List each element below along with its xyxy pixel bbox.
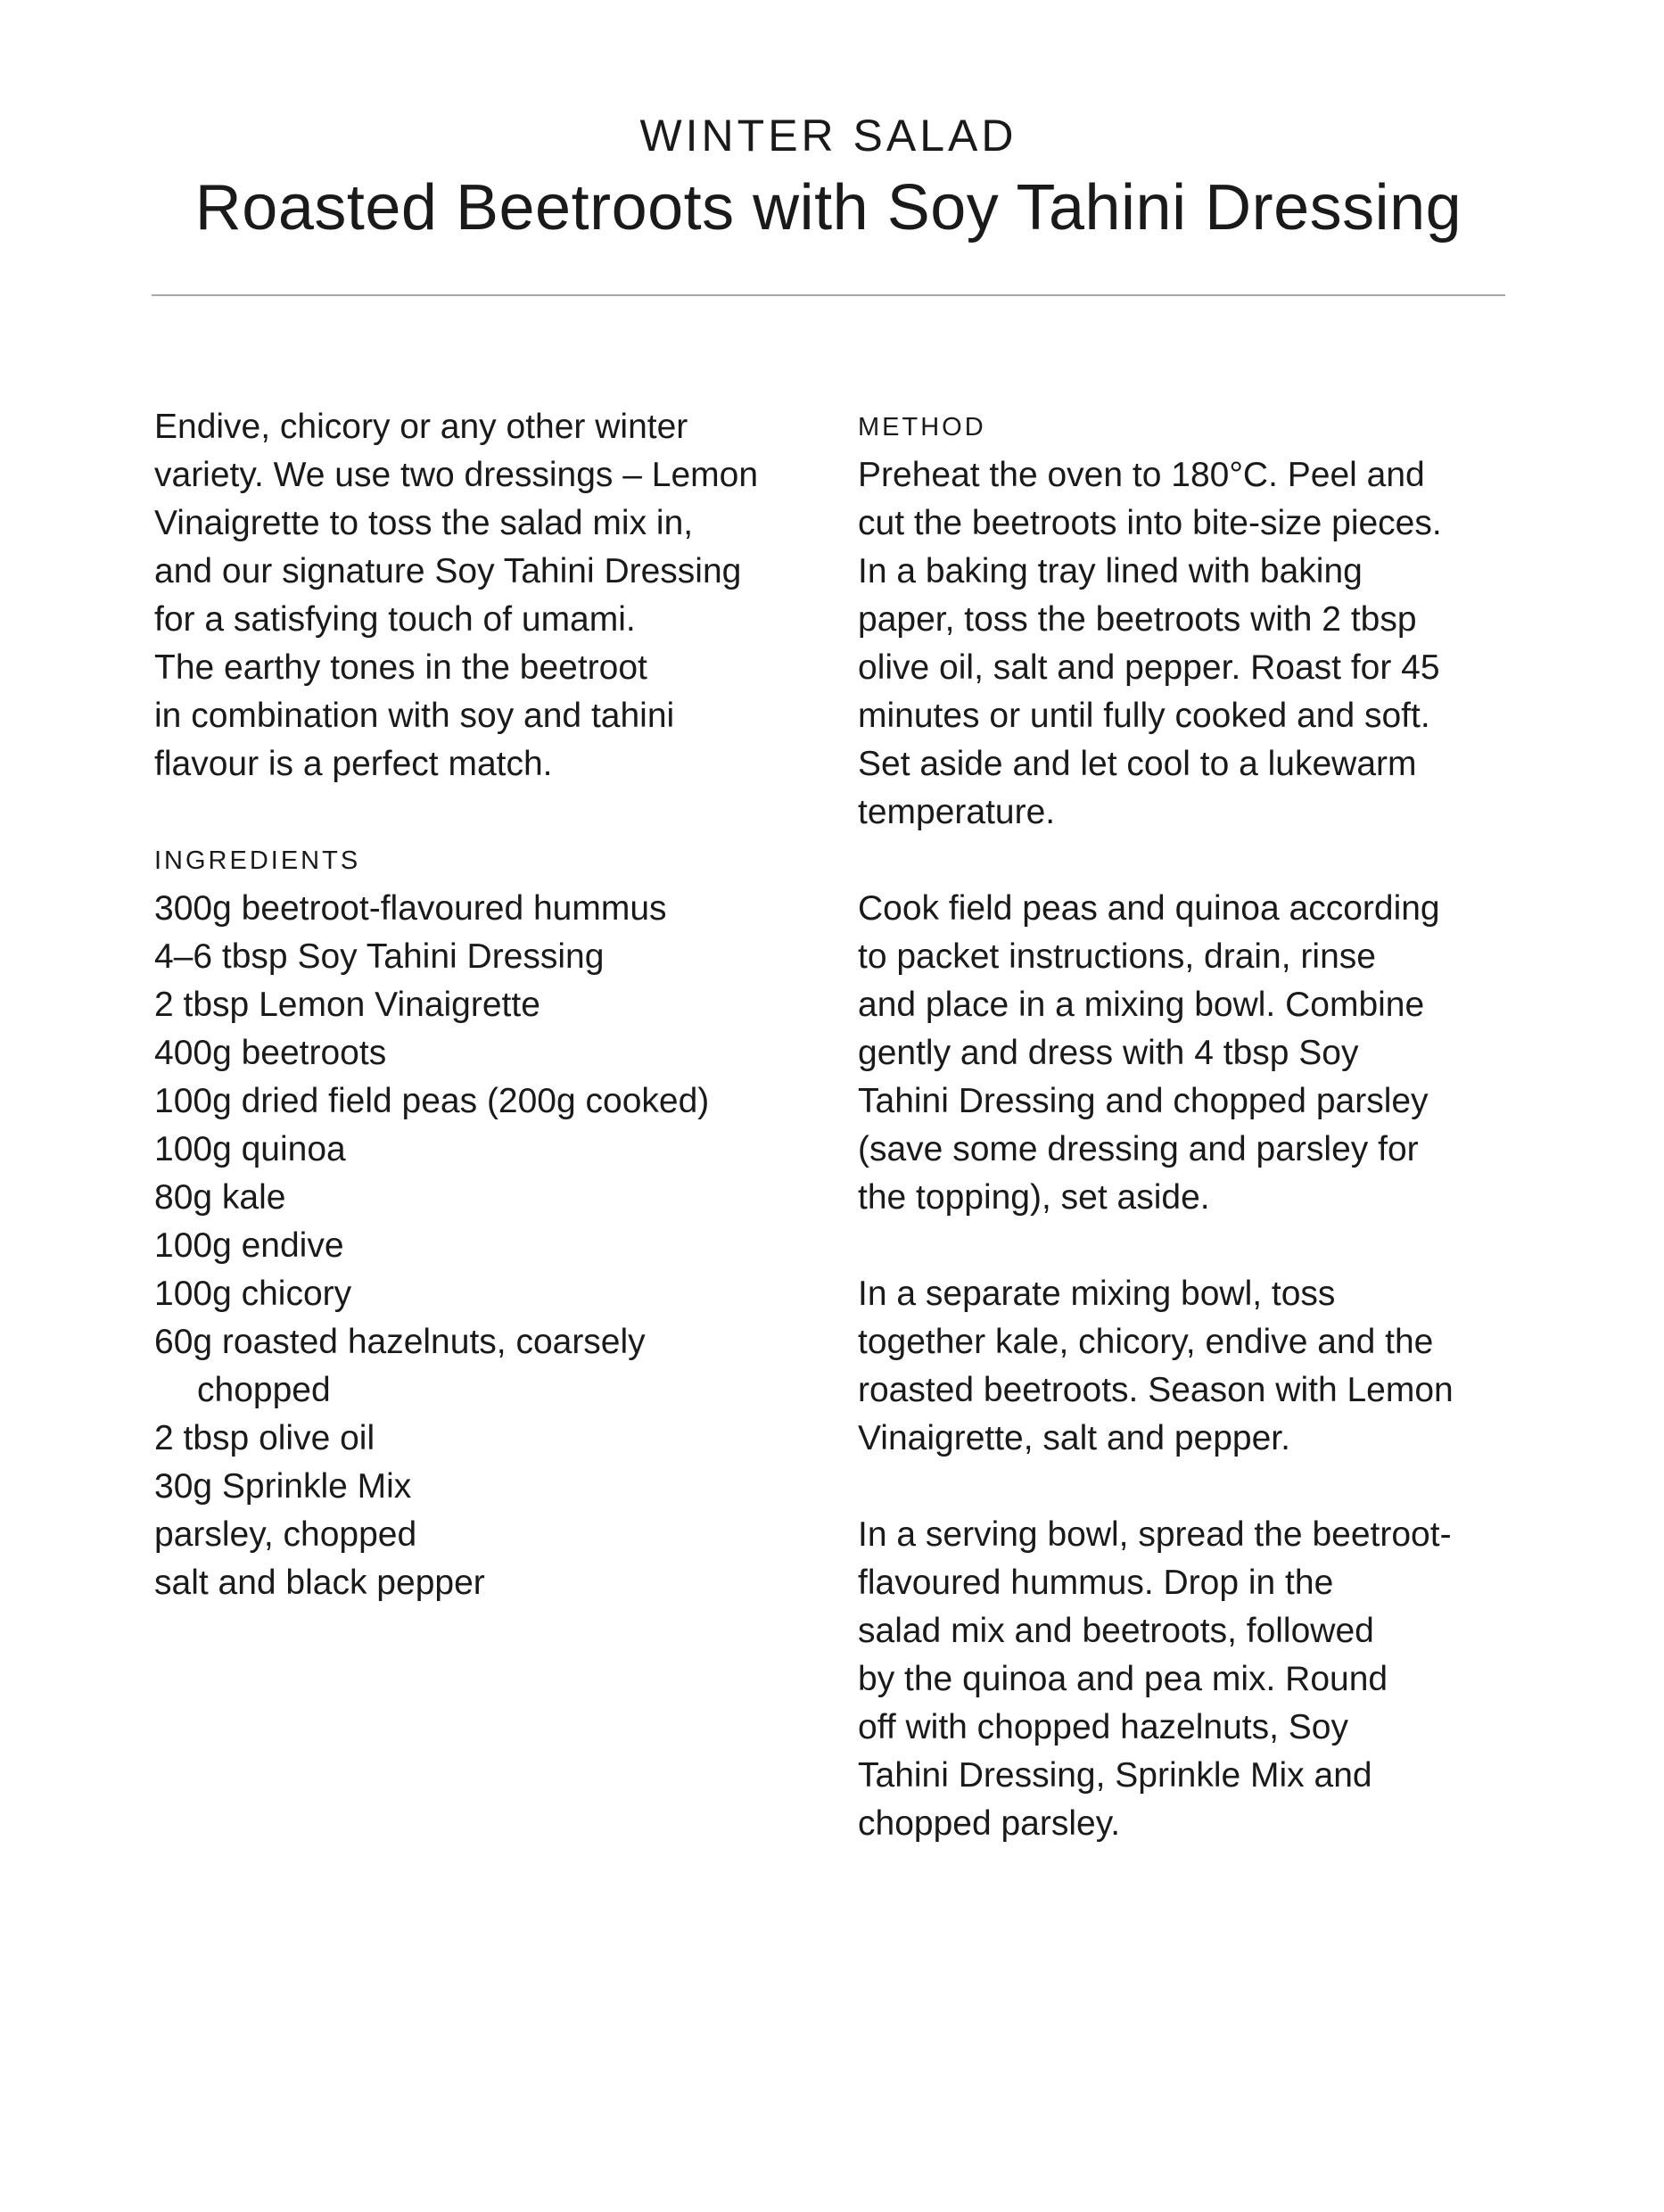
- method-line: gently and dress with 4 tbsp Soy: [858, 1034, 1359, 1072]
- ingredient-text: 2 tbsp olive oil: [154, 1419, 375, 1457]
- method-heading: METHOD: [858, 413, 986, 442]
- ingredient-text: 100g quinoa: [154, 1130, 346, 1168]
- intro-line: Endive, chicory or any other winter: [154, 408, 688, 446]
- method-line: paper, toss the beetroots with 2 tbsp: [858, 600, 1417, 639]
- ingredient-item: [154, 885, 832, 933]
- ingredient-text: salt and black pepper: [154, 1564, 485, 1602]
- method-line: Vinaigrette, salt and pepper.: [858, 1419, 1290, 1457]
- ingredient-item: [154, 933, 832, 981]
- ingredient-text: 2 tbsp Lemon Vinaigrette: [154, 986, 540, 1024]
- method-line: by the quinoa and pea mix. Round: [858, 1660, 1388, 1698]
- ingredient-item: [154, 1318, 832, 1415]
- ingredient-text: 30g Sprinkle Mix: [154, 1467, 412, 1506]
- ingredient-text: 400g beetroots: [154, 1034, 387, 1072]
- method-line: chopped parsley.: [858, 1804, 1121, 1843]
- ingredient-item: [154, 1511, 832, 1559]
- left-column: [154, 403, 832, 1607]
- method-line: together kale, chicory, endive and the: [858, 1323, 1434, 1361]
- ingredients-heading: INGREDIENTS: [154, 846, 361, 875]
- method-line: temperature.: [858, 793, 1056, 831]
- ingredient-text: parsley, chopped: [154, 1515, 417, 1554]
- header-divider: [152, 294, 1505, 296]
- method-line: minutes or until fully cooked and soft.: [858, 697, 1430, 735]
- method-line: off with chopped hazelnuts, Soy: [858, 1708, 1348, 1746]
- ingredient-item: [154, 1077, 832, 1126]
- intro-line: for a satisfying touch of umami.: [154, 600, 636, 639]
- method-step-1: [858, 451, 1518, 837]
- ingredient-item: [154, 1029, 832, 1077]
- intro-line: The earthy tones in the beetroot: [154, 648, 647, 687]
- method-line: Preheat the oven to 180°C. Peel and: [858, 456, 1425, 494]
- method-line: cut the beetroots into bite-size pieces.: [858, 504, 1442, 542]
- ingredient-continuation: chopped: [197, 1371, 331, 1409]
- ingredient-item: [154, 981, 832, 1029]
- method-line: (save some dressing and parsley for: [858, 1130, 1419, 1168]
- ingredient-text: 80g kale: [154, 1178, 286, 1217]
- intro-line: and our signature Soy Tahini Dressing: [154, 552, 742, 590]
- ingredient-item: [154, 1126, 832, 1174]
- ingredient-item: [154, 1559, 832, 1607]
- method-line: roasted beetroots. Season with Lemon: [858, 1371, 1454, 1409]
- ingredient-item: [154, 1415, 832, 1463]
- recipe-title: Roasted Beetroots with Soy Tahini Dressing: [194, 172, 1462, 243]
- method-line: In a separate mixing bowl, toss: [858, 1275, 1336, 1313]
- intro-line: in combination with soy and tahini: [154, 697, 675, 735]
- method-line: Set aside and let cool to a lukewarm: [858, 745, 1417, 783]
- ingredient-text: 60g roasted hazelnuts, coarsely: [154, 1323, 646, 1361]
- method-line: flavoured hummus. Drop in the: [858, 1564, 1334, 1602]
- ingredients-list: [154, 885, 832, 1607]
- method-step-2: [858, 885, 1518, 1222]
- method-line: olive oil, salt and pepper. Roast for 45: [858, 648, 1440, 687]
- method-line: Cook field peas and quinoa according: [858, 889, 1440, 928]
- right-column: [858, 403, 1518, 1896]
- ingredient-text: 100g chicory: [154, 1275, 352, 1313]
- method-step-4: [858, 1511, 1518, 1848]
- method-line: In a serving bowl, spread the beetroot-: [858, 1515, 1452, 1554]
- method-line: the topping), set aside.: [858, 1178, 1210, 1217]
- method-line: Tahini Dressing, Sprinkle Mix and: [858, 1756, 1372, 1795]
- ingredient-item: [154, 1463, 832, 1511]
- intro-paragraph: [154, 403, 832, 788]
- ingredient-text: 4–6 tbsp Soy Tahini Dressing: [154, 937, 605, 976]
- ingredient-text: 300g beetroot-flavoured hummus: [154, 889, 667, 928]
- method-line: to packet instructions, drain, rinse: [858, 937, 1376, 976]
- intro-line: flavour is a perfect match.: [154, 745, 553, 783]
- method-line: Tahini Dressing and chopped parsley: [858, 1082, 1429, 1120]
- method-step-3: [858, 1270, 1518, 1463]
- method-line: salad mix and beetroots, followed: [858, 1612, 1374, 1650]
- intro-line: variety. We use two dressings – Lemon: [154, 456, 759, 494]
- ingredient-text: 100g dried field peas (200g cooked): [154, 1082, 710, 1120]
- ingredient-item: [154, 1222, 832, 1270]
- method-line: In a baking tray lined with baking: [858, 552, 1363, 590]
- ingredient-text: 100g endive: [154, 1226, 344, 1265]
- intro-line: Vinaigrette to toss the salad mix in,: [154, 504, 694, 542]
- method-line: and place in a mixing bowl. Combine: [858, 986, 1425, 1024]
- recipe-header: [152, 109, 1505, 248]
- recipe-category: WINTER SALAD: [639, 111, 1017, 161]
- ingredient-item: [154, 1174, 832, 1222]
- ingredient-item: [154, 1270, 832, 1318]
